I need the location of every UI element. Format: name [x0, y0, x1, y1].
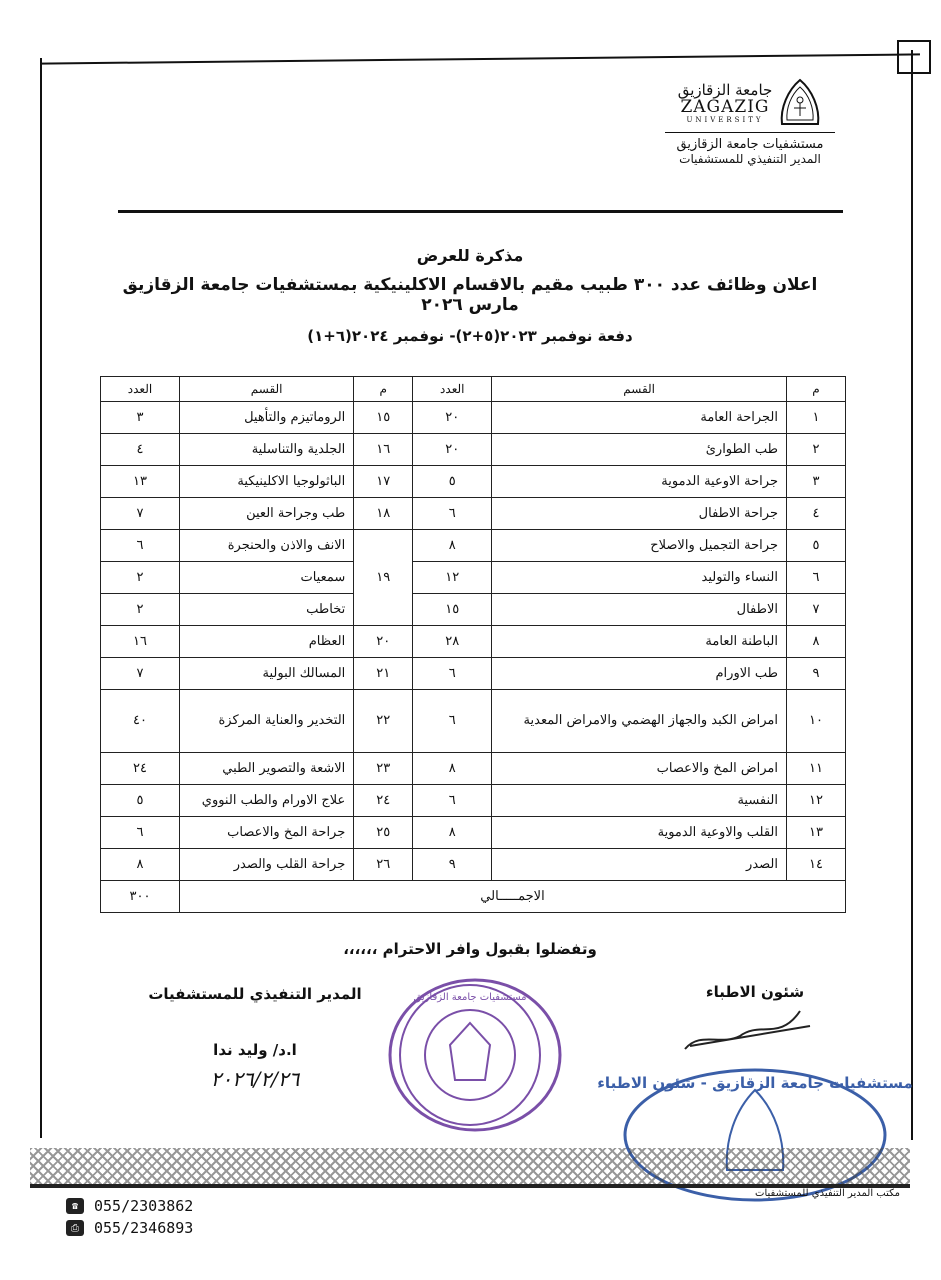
university-logo-block [655, 78, 845, 166]
table-row [101, 849, 846, 881]
row-dept: تخاطب [180, 594, 354, 626]
row-count: ٢٠ [413, 434, 492, 466]
row-dept: النفسية [492, 785, 787, 817]
dept-name: المدير التنفيذي للمستشفيات [679, 152, 821, 166]
row-count: ٢ [101, 594, 180, 626]
row-count: ٦ [101, 817, 180, 849]
row-dept: طب الاورام [492, 658, 787, 690]
row-count: ٧ [101, 658, 180, 690]
physicians-affairs-signature [690, 983, 820, 1055]
executive-director-signature [130, 985, 380, 1091]
row-num: ١٠ [787, 690, 846, 753]
table-row [101, 658, 846, 690]
row-dept: التخدير والعناية المركزة [180, 690, 354, 753]
memo-titles [100, 246, 840, 345]
frame-corner-ornament [897, 40, 931, 74]
row-num: ٢٥ [354, 817, 413, 849]
row-count: ١٣ [101, 466, 180, 498]
org-name: مستشفيات جامعة الزقازيق [676, 137, 824, 152]
logo-divider [665, 132, 835, 133]
fax-number: 055/2346893 [94, 1219, 194, 1237]
row-dept: جراحة التجميل والاصلاح [492, 530, 787, 562]
row-dept: الانف والاذن والحنجرة [180, 530, 354, 562]
frame-border-right [911, 50, 913, 1140]
logo-english: ZAGAZIG [680, 97, 770, 118]
row-dept: طب وجراحة العين [180, 498, 354, 530]
row-count: ٢٤ [101, 753, 180, 785]
frame-border-left [40, 58, 42, 1138]
fax-line [66, 1217, 193, 1239]
svg-text:مستشفيات جامعة الزقازيق - شئون: مستشفيات جامعة الزقازيق - شئون الاطباء [597, 1074, 913, 1092]
row-count: ٢٠ [413, 402, 492, 434]
university-emblem-icon [778, 78, 822, 128]
total-row [101, 881, 846, 913]
phone-number: 055/2303862 [94, 1197, 194, 1215]
row-count: ٦ [413, 690, 492, 753]
row-count: ٦ [413, 498, 492, 530]
row-dept: امراض المخ والاعصاب [492, 753, 787, 785]
table-row [101, 785, 846, 817]
frame-border-top [40, 53, 920, 64]
header-dept: القسم [492, 377, 787, 402]
memo-title: مذكرة للعرض [416, 246, 524, 265]
table-row [101, 753, 846, 785]
purple-stamp [380, 975, 580, 1155]
row-num: ١٧ [354, 466, 413, 498]
row-dept: الاطفال [492, 594, 787, 626]
row-dept: النساء والتوليد [492, 562, 787, 594]
row-num: ٢٢ [354, 690, 413, 753]
row-count: ٦ [413, 658, 492, 690]
row-count: ٨ [101, 849, 180, 881]
row-count: ٢٨ [413, 626, 492, 658]
row-num: ٥ [787, 530, 846, 562]
row-dept: جراحة المخ والاعصاب [180, 817, 354, 849]
row-count: ٥ [101, 785, 180, 817]
row-num: ٨ [787, 626, 846, 658]
row-count: ٦ [101, 530, 180, 562]
header-count: العدد [413, 377, 492, 402]
svg-text:مستشفيات جامعة الزقازيق: مستشفيات جامعة الزقازيق [413, 992, 527, 1003]
total-value: ٣٠٠ [101, 881, 180, 913]
row-dept: الباثولوجيا الاكلينيكية [180, 466, 354, 498]
row-num: ١٩ [354, 530, 413, 626]
signature-date: ٢٠٢٦/٢/٢٦ [210, 1067, 300, 1091]
row-num: ١٣ [787, 817, 846, 849]
row-dept: المسالك البولية [180, 658, 354, 690]
table-row [101, 402, 846, 434]
row-count: ٣ [101, 402, 180, 434]
row-count: ١٦ [101, 626, 180, 658]
row-num: ٢١ [354, 658, 413, 690]
header-num: م [787, 377, 846, 402]
row-dept: الروماتيزم والتأهيل [180, 402, 354, 434]
row-num: ١٨ [354, 498, 413, 530]
header-count: العدد [101, 377, 180, 402]
row-dept: الجلدية والتناسلية [180, 434, 354, 466]
row-dept: سمعيات [180, 562, 354, 594]
table-row [101, 530, 846, 562]
row-dept: جراحة الاطفال [492, 498, 787, 530]
fax-icon: ⎙ [66, 1220, 84, 1236]
logo-arabic: جامعة الزقازيق [677, 80, 773, 99]
row-num: ٢٦ [354, 849, 413, 881]
row-num: ٦ [787, 562, 846, 594]
row-count: ٤٠ [101, 690, 180, 753]
logo-university: UNIVERSITY [686, 115, 764, 124]
row-num: ١٢ [787, 785, 846, 817]
row-count: ٨ [413, 530, 492, 562]
row-num: ١٦ [354, 434, 413, 466]
row-count: ٦ [413, 785, 492, 817]
row-dept: الاشعة والتصوير الطبي [180, 753, 354, 785]
header-rule [118, 210, 843, 213]
contact-info [66, 1195, 193, 1239]
row-num: ١١ [787, 753, 846, 785]
row-count: ٨ [413, 753, 492, 785]
office-label: مكتب المدير التنفيذي للمستشفيات [755, 1188, 900, 1199]
departments-table [100, 376, 846, 913]
table-row [101, 466, 846, 498]
row-dept: العظام [180, 626, 354, 658]
row-num: ١٤ [787, 849, 846, 881]
logo-wordmark [678, 82, 773, 125]
row-dept: امراض الكبد والجهاز الهضمي والامراض المعدية [492, 690, 787, 753]
row-count: ٥ [413, 466, 492, 498]
memo-subtitle: اعلان وظائف عدد ٣٠٠ طبيب مقيم بالاقسام الاكلينيكية بمستشفيات جامعة الزقازيق مارس ٢٠٢٦ [122, 275, 818, 315]
row-num: ٢ [787, 434, 846, 466]
table-row [101, 690, 846, 753]
row-num: ١٥ [354, 402, 413, 434]
row-dept: علاج الاورام والطب النووي [180, 785, 354, 817]
table-row [101, 626, 846, 658]
row-num: ٧ [787, 594, 846, 626]
row-count: ٨ [413, 817, 492, 849]
closing-line: وتفضلوا بقبول وافر الاحترام ،،،،،، [343, 940, 597, 958]
row-dept: جراحة الاوعية الدموية [492, 466, 787, 498]
table-row [101, 817, 846, 849]
table-row [101, 562, 846, 594]
row-count: ٢ [101, 562, 180, 594]
row-num: ٢٣ [354, 753, 413, 785]
row-dept: الباطنة العامة [492, 626, 787, 658]
table-row [101, 594, 846, 626]
row-count: ١٥ [413, 594, 492, 626]
table-header-row [101, 377, 846, 402]
memo-batch: دفعة نوفمبر ٢٠٢٣(٥+٢)- نوفمبر ٢٠٢٤(٦+١) [307, 327, 633, 345]
row-dept: الجراحة العامة [492, 402, 787, 434]
handwritten-signature [680, 1001, 820, 1051]
row-num: ٢٤ [354, 785, 413, 817]
row-num: ٤ [787, 498, 846, 530]
row-dept: جراحة القلب والصدر [180, 849, 354, 881]
decorative-zigzag-band [30, 1148, 910, 1184]
row-num: ٣ [787, 466, 846, 498]
table-row [101, 498, 846, 530]
row-count: ٧ [101, 498, 180, 530]
row-num: ١ [787, 402, 846, 434]
row-count: ٤ [101, 434, 180, 466]
header-dept: القسم [180, 377, 354, 402]
table-row [101, 434, 846, 466]
row-count: ٩ [413, 849, 492, 881]
row-dept: الصدر [492, 849, 787, 881]
row-dept: القلب والاوعية الدموية [492, 817, 787, 849]
signature-title: المدير التنفيذي للمستشفيات [148, 985, 362, 1003]
total-label: الاجمـــــالي [180, 881, 846, 913]
row-num: ٢٠ [354, 626, 413, 658]
row-count: ١٢ [413, 562, 492, 594]
header-num: م [354, 377, 413, 402]
row-num: ٩ [787, 658, 846, 690]
signature-title: شئون الاطباء [705, 983, 805, 1001]
phone-icon: ☎ [66, 1198, 84, 1214]
row-dept: طب الطوارئ [492, 434, 787, 466]
signatory-name: ا.د/ وليد ندا [213, 1041, 297, 1059]
phone-line [66, 1195, 193, 1217]
